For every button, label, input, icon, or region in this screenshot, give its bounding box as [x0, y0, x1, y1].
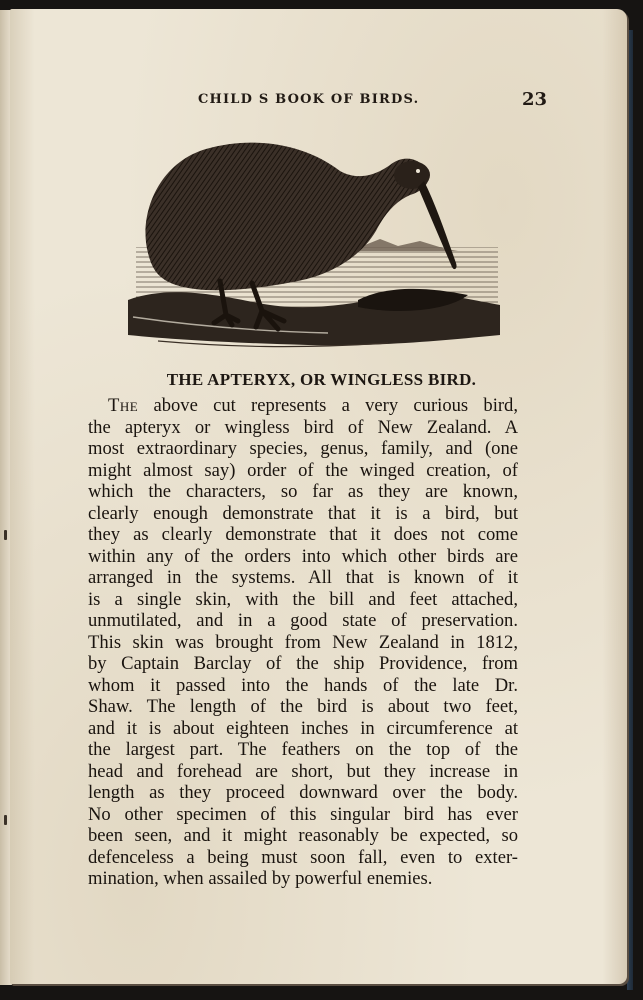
body-line: by Captain Barclay of the ship Providence, from	[88, 653, 518, 674]
body-text	[88, 395, 518, 890]
body-line	[88, 395, 518, 417]
body-line: mination, when assailed by powerful enemies.	[88, 868, 433, 889]
body-line: and it is about eighteen inches in circumference at	[88, 717, 518, 739]
figure-caption: THE APTERYX, OR WINGLESS BIRD.	[166, 370, 477, 389]
body-line: unmutilated, and in a good state of preservation.	[88, 610, 518, 631]
body-line: been seen, and it might reasonably be expected, so	[88, 825, 518, 846]
body-line: No other specimen of this singular bird has ever	[88, 803, 518, 825]
body-line: defenceless a being must soon fall, even to exter-	[88, 846, 518, 868]
body-line: arranged in the systems. All that is known of it	[88, 567, 518, 588]
opening-word: The	[108, 395, 139, 416]
line-text: above cut represents a very curious bird,	[153, 395, 518, 416]
body-line: might almost say) order of the winged creation, of	[88, 459, 518, 481]
body-line: whom it passed into the hands of the late Dr.	[88, 674, 518, 696]
body-line: the largest part. The feathers on the top of the	[88, 739, 518, 760]
running-head: CHILD S BOOK OF BIRDS.	[198, 92, 420, 107]
kiwi-bird-engraving-icon	[128, 135, 503, 360]
body-line: within any of the orders into which other birds are	[88, 545, 518, 567]
body-line: most extraordinary species, genus, family, and (one	[88, 438, 518, 459]
body-line: Shaw. The length of the bird is about two feet,	[88, 696, 518, 717]
body-line: the apteryx or wingless bird of New Zealand. A	[88, 416, 518, 438]
body-line: they as clearly demonstrate that it does not come	[88, 524, 518, 545]
body-line: which the characters, so far as they are known,	[88, 481, 518, 502]
body-line: This skin was brought from New Zealand in 1812,	[88, 631, 518, 653]
body-line: length as they proceed downward over the body.	[88, 782, 518, 803]
book-cover-edge	[627, 30, 633, 990]
page-number: 23	[522, 89, 548, 110]
body-line: is a single skin, with the bill and feet attached,	[88, 588, 518, 610]
ink-mark	[4, 815, 7, 825]
ink-mark	[4, 530, 7, 540]
body-line: clearly enough demonstrate that it is a bird, but	[88, 502, 518, 524]
bird-eye	[416, 169, 420, 173]
body-line: head and forehead are short, but they increase in	[88, 760, 518, 782]
